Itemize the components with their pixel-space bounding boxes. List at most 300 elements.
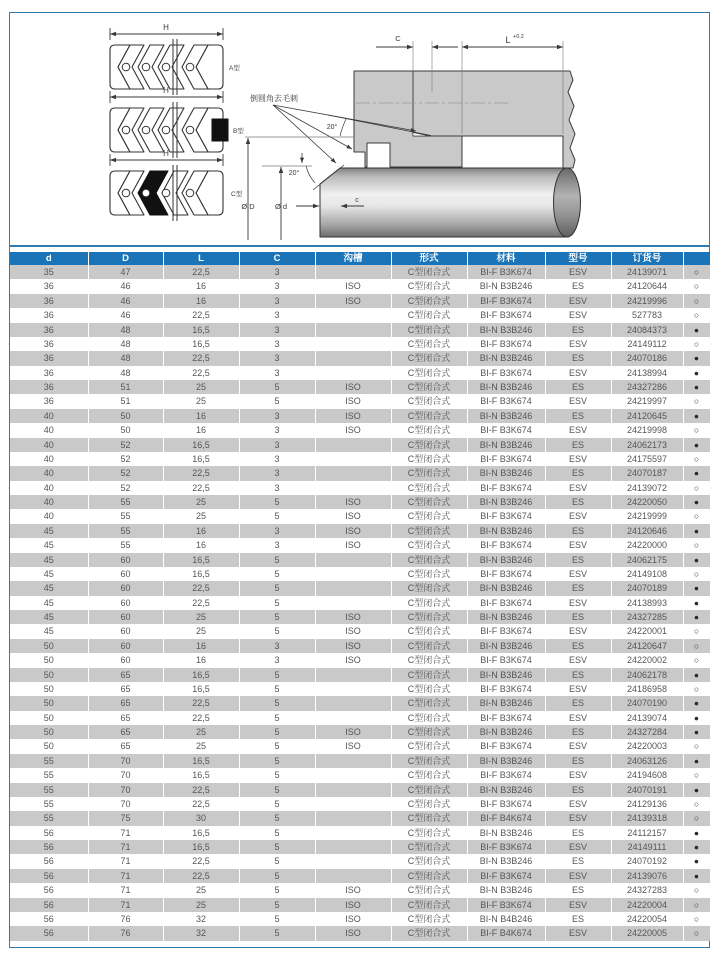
cell-d: 50 xyxy=(10,653,88,667)
gland-housing xyxy=(354,71,575,168)
table-row xyxy=(10,739,710,753)
cell-stock-dot: ○ xyxy=(683,567,710,581)
cell-stock-dot: ● xyxy=(683,495,710,509)
table-row xyxy=(10,581,710,595)
cell-C: 5 xyxy=(239,682,315,696)
table-row xyxy=(10,725,710,739)
cell-order-no: 24139076 xyxy=(611,869,683,883)
cell-order-no: 24139318 xyxy=(611,811,683,825)
cell-stock-dot: ○ xyxy=(683,912,710,926)
cell-C: 5 xyxy=(239,581,315,595)
table-row xyxy=(10,797,710,811)
cell-stock-dot: ○ xyxy=(683,883,710,897)
cell-order-no: 24220003 xyxy=(611,739,683,753)
cell-d: 50 xyxy=(10,682,88,696)
table-row xyxy=(10,682,710,696)
cell-groove xyxy=(315,826,391,840)
cell-D: 65 xyxy=(88,725,163,739)
angle-label: 20° xyxy=(326,124,338,131)
cell-d: 36 xyxy=(10,337,88,351)
cell-C: 3 xyxy=(239,351,315,365)
cell-model: ESV xyxy=(545,538,611,552)
cell-material: BI-F B3K674 xyxy=(467,653,545,667)
cell-form: C型闭合式 xyxy=(391,926,467,940)
table-row xyxy=(10,840,710,854)
cell-C: 5 xyxy=(239,739,315,753)
dimension-c-top xyxy=(376,34,458,70)
cell-stock-dot: ● xyxy=(683,438,710,452)
cell-form: C型闭合式 xyxy=(391,553,467,567)
cell-groove xyxy=(315,337,391,351)
cell-C: 5 xyxy=(239,725,315,739)
cell-C: 5 xyxy=(239,883,315,897)
cell-C: 3 xyxy=(239,265,315,279)
cell-C: 3 xyxy=(239,466,315,480)
cell-model: ES xyxy=(545,854,611,868)
cell-d: 40 xyxy=(10,509,88,523)
cell-d: 50 xyxy=(10,668,88,682)
cell-groove xyxy=(315,682,391,696)
cell-model: ES xyxy=(545,438,611,452)
col-header-L: L xyxy=(163,252,239,265)
cell-model: ESV xyxy=(545,711,611,725)
cell-stock-dot: ○ xyxy=(683,294,710,308)
cell-D: 48 xyxy=(88,366,163,380)
cell-L: 16,5 xyxy=(163,754,239,768)
cell-groove xyxy=(315,366,391,380)
cell-L: 16,5 xyxy=(163,682,239,696)
cell-L: 16,5 xyxy=(163,438,239,452)
cell-groove: ISO xyxy=(315,279,391,293)
cell-D: 51 xyxy=(88,394,163,408)
table-row xyxy=(10,826,710,840)
table-row xyxy=(10,610,710,624)
cell-groove xyxy=(315,452,391,466)
cell-groove: ISO xyxy=(315,883,391,897)
cell-form: C型闭合式 xyxy=(391,423,467,437)
cell-groove xyxy=(315,596,391,610)
cell-d: 40 xyxy=(10,452,88,466)
cell-order-no: 24327283 xyxy=(611,883,683,897)
cell-stock-dot: ○ xyxy=(683,811,710,825)
cell-D: 51 xyxy=(88,380,163,394)
cell-form: C型闭合式 xyxy=(391,337,467,351)
cell-material: BI-F B3K674 xyxy=(467,682,545,696)
cell-material: BI-F B3K674 xyxy=(467,624,545,638)
cell-model: ES xyxy=(545,610,611,624)
cell-D: 60 xyxy=(88,581,163,595)
cell-d: 50 xyxy=(10,725,88,739)
cell-form: C型闭合式 xyxy=(391,826,467,840)
cell-order-no: 24149108 xyxy=(611,567,683,581)
cell-D: 71 xyxy=(88,840,163,854)
cell-form: C型闭合式 xyxy=(391,768,467,782)
cell-order-no: 24327285 xyxy=(611,610,683,624)
table-row xyxy=(10,926,710,940)
cell-form: C型闭合式 xyxy=(391,682,467,696)
cell-order-no: 24220004 xyxy=(611,898,683,912)
cell-D: 50 xyxy=(88,409,163,423)
cell-C: 5 xyxy=(239,783,315,797)
table-row xyxy=(10,854,710,868)
cell-model: ESV xyxy=(545,811,611,825)
cell-L: 16 xyxy=(163,294,239,308)
cell-model: ES xyxy=(545,826,611,840)
cell-material: BI-N B3B246 xyxy=(467,495,545,509)
cell-groove xyxy=(315,711,391,725)
cell-C: 5 xyxy=(239,711,315,725)
cell-model: ESV xyxy=(545,337,611,351)
cell-material: BI-F B3K674 xyxy=(467,366,545,380)
cell-model: ES xyxy=(545,380,611,394)
type-a-label: A型 xyxy=(229,65,240,72)
dim-l-tolerance: +0.2 xyxy=(513,34,524,40)
cell-order-no: 527783 xyxy=(611,308,683,322)
cell-D: 65 xyxy=(88,711,163,725)
cell-D: 60 xyxy=(88,653,163,667)
cell-L: 16,5 xyxy=(163,452,239,466)
cell-order-no: 24070192 xyxy=(611,854,683,868)
col-header-model: 型号 xyxy=(545,252,611,265)
cell-groove: ISO xyxy=(315,409,391,423)
cell-stock-dot: ○ xyxy=(683,394,710,408)
cell-d: 56 xyxy=(10,869,88,883)
cell-D: 60 xyxy=(88,596,163,610)
cell-C: 3 xyxy=(239,308,315,322)
cell-L: 25 xyxy=(163,898,239,912)
cell-C: 5 xyxy=(239,854,315,868)
table-row xyxy=(10,624,710,638)
cell-material: BI-N B3B246 xyxy=(467,323,545,337)
cell-form: C型闭合式 xyxy=(391,438,467,452)
table-row xyxy=(10,409,710,423)
cell-model: ESV xyxy=(545,366,611,380)
cell-stock-dot: ● xyxy=(683,366,710,380)
cell-D: 55 xyxy=(88,509,163,523)
cell-C: 5 xyxy=(239,624,315,638)
cell-order-no: 24062175 xyxy=(611,553,683,567)
cell-stock-dot: ● xyxy=(683,596,710,610)
table-row xyxy=(10,495,710,509)
cell-D: 55 xyxy=(88,495,163,509)
cell-L: 25 xyxy=(163,394,239,408)
cell-form: C型闭合式 xyxy=(391,581,467,595)
cell-material: BI-F B3K674 xyxy=(467,337,545,351)
cell-L: 16 xyxy=(163,524,239,538)
cell-d: 36 xyxy=(10,394,88,408)
cell-groove: ISO xyxy=(315,294,391,308)
cell-C: 5 xyxy=(239,912,315,926)
cell-model: ES xyxy=(545,581,611,595)
cell-form: C型闭合式 xyxy=(391,711,467,725)
cell-d: 36 xyxy=(10,380,88,394)
cell-L: 16,5 xyxy=(163,337,239,351)
cell-D: 60 xyxy=(88,639,163,653)
cell-L: 25 xyxy=(163,380,239,394)
cell-L: 22,5 xyxy=(163,481,239,495)
cell-C: 3 xyxy=(239,538,315,552)
cell-order-no: 24327284 xyxy=(611,725,683,739)
cell-material: BI-F B3K674 xyxy=(467,711,545,725)
cell-C: 3 xyxy=(239,481,315,495)
cell-groove: ISO xyxy=(315,898,391,912)
cell-C: 5 xyxy=(239,380,315,394)
table-row xyxy=(10,711,710,725)
cell-model: ESV xyxy=(545,898,611,912)
cell-order-no: 24220000 xyxy=(611,538,683,552)
cell-d: 50 xyxy=(10,739,88,753)
cell-L: 25 xyxy=(163,624,239,638)
cell-groove xyxy=(315,854,391,868)
cell-groove xyxy=(315,438,391,452)
cell-order-no: 24112157 xyxy=(611,826,683,840)
technical-drawing xyxy=(10,12,710,246)
cell-D: 52 xyxy=(88,452,163,466)
cell-D: 70 xyxy=(88,768,163,782)
cell-d: 35 xyxy=(10,265,88,279)
cell-groove xyxy=(315,768,391,782)
cell-L: 25 xyxy=(163,610,239,624)
cell-d: 45 xyxy=(10,596,88,610)
cell-D: 71 xyxy=(88,898,163,912)
cell-order-no: 24149112 xyxy=(611,337,683,351)
cell-d: 40 xyxy=(10,409,88,423)
cell-material: BI-F B3K674 xyxy=(467,768,545,782)
cell-d: 50 xyxy=(10,711,88,725)
cell-L: 16 xyxy=(163,409,239,423)
cell-form: C型闭合式 xyxy=(391,481,467,495)
cell-form: C型闭合式 xyxy=(391,854,467,868)
table-row xyxy=(10,783,710,797)
cell-groove xyxy=(315,783,391,797)
cell-form: C型闭合式 xyxy=(391,265,467,279)
cell-C: 5 xyxy=(239,869,315,883)
cell-C: 5 xyxy=(239,696,315,710)
cell-model: ESV xyxy=(545,797,611,811)
cell-material: BI-N B3B246 xyxy=(467,826,545,840)
cell-stock-dot: ● xyxy=(683,610,710,624)
cell-stock-dot: ○ xyxy=(683,639,710,653)
cell-D: 70 xyxy=(88,783,163,797)
table-row xyxy=(10,337,710,351)
cell-stock-dot: ○ xyxy=(683,768,710,782)
cell-L: 25 xyxy=(163,739,239,753)
cell-form: C型闭合式 xyxy=(391,394,467,408)
cell-d: 40 xyxy=(10,423,88,437)
table-row xyxy=(10,524,710,538)
cell-model: ES xyxy=(545,323,611,337)
cell-order-no: 24120644 xyxy=(611,279,683,293)
cell-model: ESV xyxy=(545,840,611,854)
cell-form: C型闭合式 xyxy=(391,495,467,509)
cell-stock-dot: ● xyxy=(683,409,710,423)
cell-d: 45 xyxy=(10,610,88,624)
cell-form: C型闭合式 xyxy=(391,610,467,624)
cell-C: 5 xyxy=(239,610,315,624)
cell-C: 3 xyxy=(239,653,315,667)
cell-form: C型闭合式 xyxy=(391,538,467,552)
cell-form: C型闭合式 xyxy=(391,883,467,897)
cell-form: C型闭合式 xyxy=(391,912,467,926)
cell-d: 36 xyxy=(10,323,88,337)
table-row xyxy=(10,553,710,567)
cell-material: BI-F B3K674 xyxy=(467,265,545,279)
cell-form: C型闭合式 xyxy=(391,466,467,480)
cell-C: 3 xyxy=(239,323,315,337)
cell-material: BI-F B4K674 xyxy=(467,811,545,825)
cell-d: 40 xyxy=(10,481,88,495)
cell-form: C型闭合式 xyxy=(391,840,467,854)
col-header-groove: 沟槽 xyxy=(315,252,391,265)
cell-order-no: 24070190 xyxy=(611,696,683,710)
cell-model: ESV xyxy=(545,869,611,883)
cell-C: 3 xyxy=(239,409,315,423)
cell-model: ES xyxy=(545,883,611,897)
cell-D: 48 xyxy=(88,337,163,351)
table-body xyxy=(10,265,710,941)
cell-L: 16,5 xyxy=(163,826,239,840)
cell-groove xyxy=(315,553,391,567)
cell-C: 5 xyxy=(239,394,315,408)
col-header-d: d xyxy=(10,252,88,265)
cell-model: ESV xyxy=(545,926,611,940)
cell-d: 50 xyxy=(10,639,88,653)
cell-form: C型闭合式 xyxy=(391,668,467,682)
cell-order-no: 24063126 xyxy=(611,754,683,768)
cell-L: 22,5 xyxy=(163,366,239,380)
cell-material: BI-F B4K674 xyxy=(467,926,545,940)
cell-form: C型闭合式 xyxy=(391,323,467,337)
cell-material: BI-F B3K674 xyxy=(467,481,545,495)
cell-order-no: 24149111 xyxy=(611,840,683,854)
cell-form: C型闭合式 xyxy=(391,351,467,365)
cell-order-no: 24220002 xyxy=(611,653,683,667)
cell-d: 40 xyxy=(10,438,88,452)
cell-L: 22,5 xyxy=(163,581,239,595)
cell-material: BI-N B3B246 xyxy=(467,668,545,682)
cell-groove: ISO xyxy=(315,538,391,552)
table-row xyxy=(10,696,710,710)
cell-d: 56 xyxy=(10,840,88,854)
cell-form: C型闭合式 xyxy=(391,380,467,394)
cell-L: 30 xyxy=(163,811,239,825)
cell-model: ESV xyxy=(545,265,611,279)
cell-stock-dot: ○ xyxy=(683,538,710,552)
cell-material: BI-F B3K674 xyxy=(467,452,545,466)
cell-C: 3 xyxy=(239,279,315,293)
cell-groove: ISO xyxy=(315,394,391,408)
cell-groove: ISO xyxy=(315,739,391,753)
type-c-label: C型 xyxy=(231,191,243,198)
cell-stock-dot: ● xyxy=(683,783,710,797)
cell-material: BI-N B3B246 xyxy=(467,696,545,710)
cell-d: 36 xyxy=(10,308,88,322)
cell-material: BI-F B3K674 xyxy=(467,294,545,308)
cell-material: BI-N B3B246 xyxy=(467,581,545,595)
dim-h-label: H xyxy=(163,23,169,32)
cell-d: 55 xyxy=(10,811,88,825)
cell-L: 22,5 xyxy=(163,854,239,868)
cell-D: 71 xyxy=(88,869,163,883)
cell-stock-dot: ● xyxy=(683,754,710,768)
seal-stack-type-a xyxy=(110,23,240,95)
cell-D: 65 xyxy=(88,668,163,682)
cell-material: BI-F B3K674 xyxy=(467,596,545,610)
col-header-dot xyxy=(683,252,710,265)
cell-material: BI-N B3B246 xyxy=(467,466,545,480)
cell-stock-dot: ● xyxy=(683,869,710,883)
cell-D: 48 xyxy=(88,351,163,365)
cell-C: 5 xyxy=(239,840,315,854)
dim-h-label: H xyxy=(163,86,169,95)
cell-groove xyxy=(315,811,391,825)
cell-L: 22,5 xyxy=(163,696,239,710)
cell-D: 52 xyxy=(88,438,163,452)
cell-order-no: 24070191 xyxy=(611,783,683,797)
cell-order-no: 24220054 xyxy=(611,912,683,926)
cell-material: BI-F B3K674 xyxy=(467,840,545,854)
cell-order-no: 24175597 xyxy=(611,452,683,466)
cell-L: 22,5 xyxy=(163,783,239,797)
deburr-note: 倒圆角去毛刺 xyxy=(250,94,298,103)
cell-form: C型闭合式 xyxy=(391,811,467,825)
cell-groove xyxy=(315,754,391,768)
cell-L: 22,5 xyxy=(163,308,239,322)
cell-L: 32 xyxy=(163,912,239,926)
col-header-form: 形式 xyxy=(391,252,467,265)
cell-groove: ISO xyxy=(315,423,391,437)
cell-form: C型闭合式 xyxy=(391,783,467,797)
cell-C: 5 xyxy=(239,898,315,912)
cell-model: ES xyxy=(545,725,611,739)
cell-groove xyxy=(315,696,391,710)
cell-groove xyxy=(315,481,391,495)
cell-stock-dot: ○ xyxy=(683,265,710,279)
cell-model: ESV xyxy=(545,509,611,523)
cell-model: ES xyxy=(545,524,611,538)
cell-C: 3 xyxy=(239,438,315,452)
cell-D: 60 xyxy=(88,610,163,624)
cell-C: 5 xyxy=(239,509,315,523)
cell-groove: ISO xyxy=(315,912,391,926)
table-row xyxy=(10,653,710,667)
dim-c-small-label: c xyxy=(355,197,359,204)
dia-d-label: Ø d xyxy=(274,202,288,211)
cell-C: 5 xyxy=(239,826,315,840)
cell-C: 3 xyxy=(239,452,315,466)
cell-d: 45 xyxy=(10,524,88,538)
cell-model: ESV xyxy=(545,653,611,667)
cell-groove xyxy=(315,668,391,682)
cell-form: C型闭合式 xyxy=(391,653,467,667)
cell-order-no: 24070189 xyxy=(611,581,683,595)
cell-material: BI-N B3B246 xyxy=(467,639,545,653)
table-row xyxy=(10,481,710,495)
cell-model: ES xyxy=(545,466,611,480)
cell-material: BI-N B3B246 xyxy=(467,610,545,624)
table-row xyxy=(10,423,710,437)
cell-order-no: 24220001 xyxy=(611,624,683,638)
cell-model: ESV xyxy=(545,768,611,782)
cell-stock-dot: ● xyxy=(683,553,710,567)
cell-groove: ISO xyxy=(315,495,391,509)
cell-d: 55 xyxy=(10,754,88,768)
col-header-material: 材料 xyxy=(467,252,545,265)
cell-D: 71 xyxy=(88,883,163,897)
cell-D: 47 xyxy=(88,265,163,279)
cell-L: 16 xyxy=(163,639,239,653)
cell-form: C型闭合式 xyxy=(391,452,467,466)
